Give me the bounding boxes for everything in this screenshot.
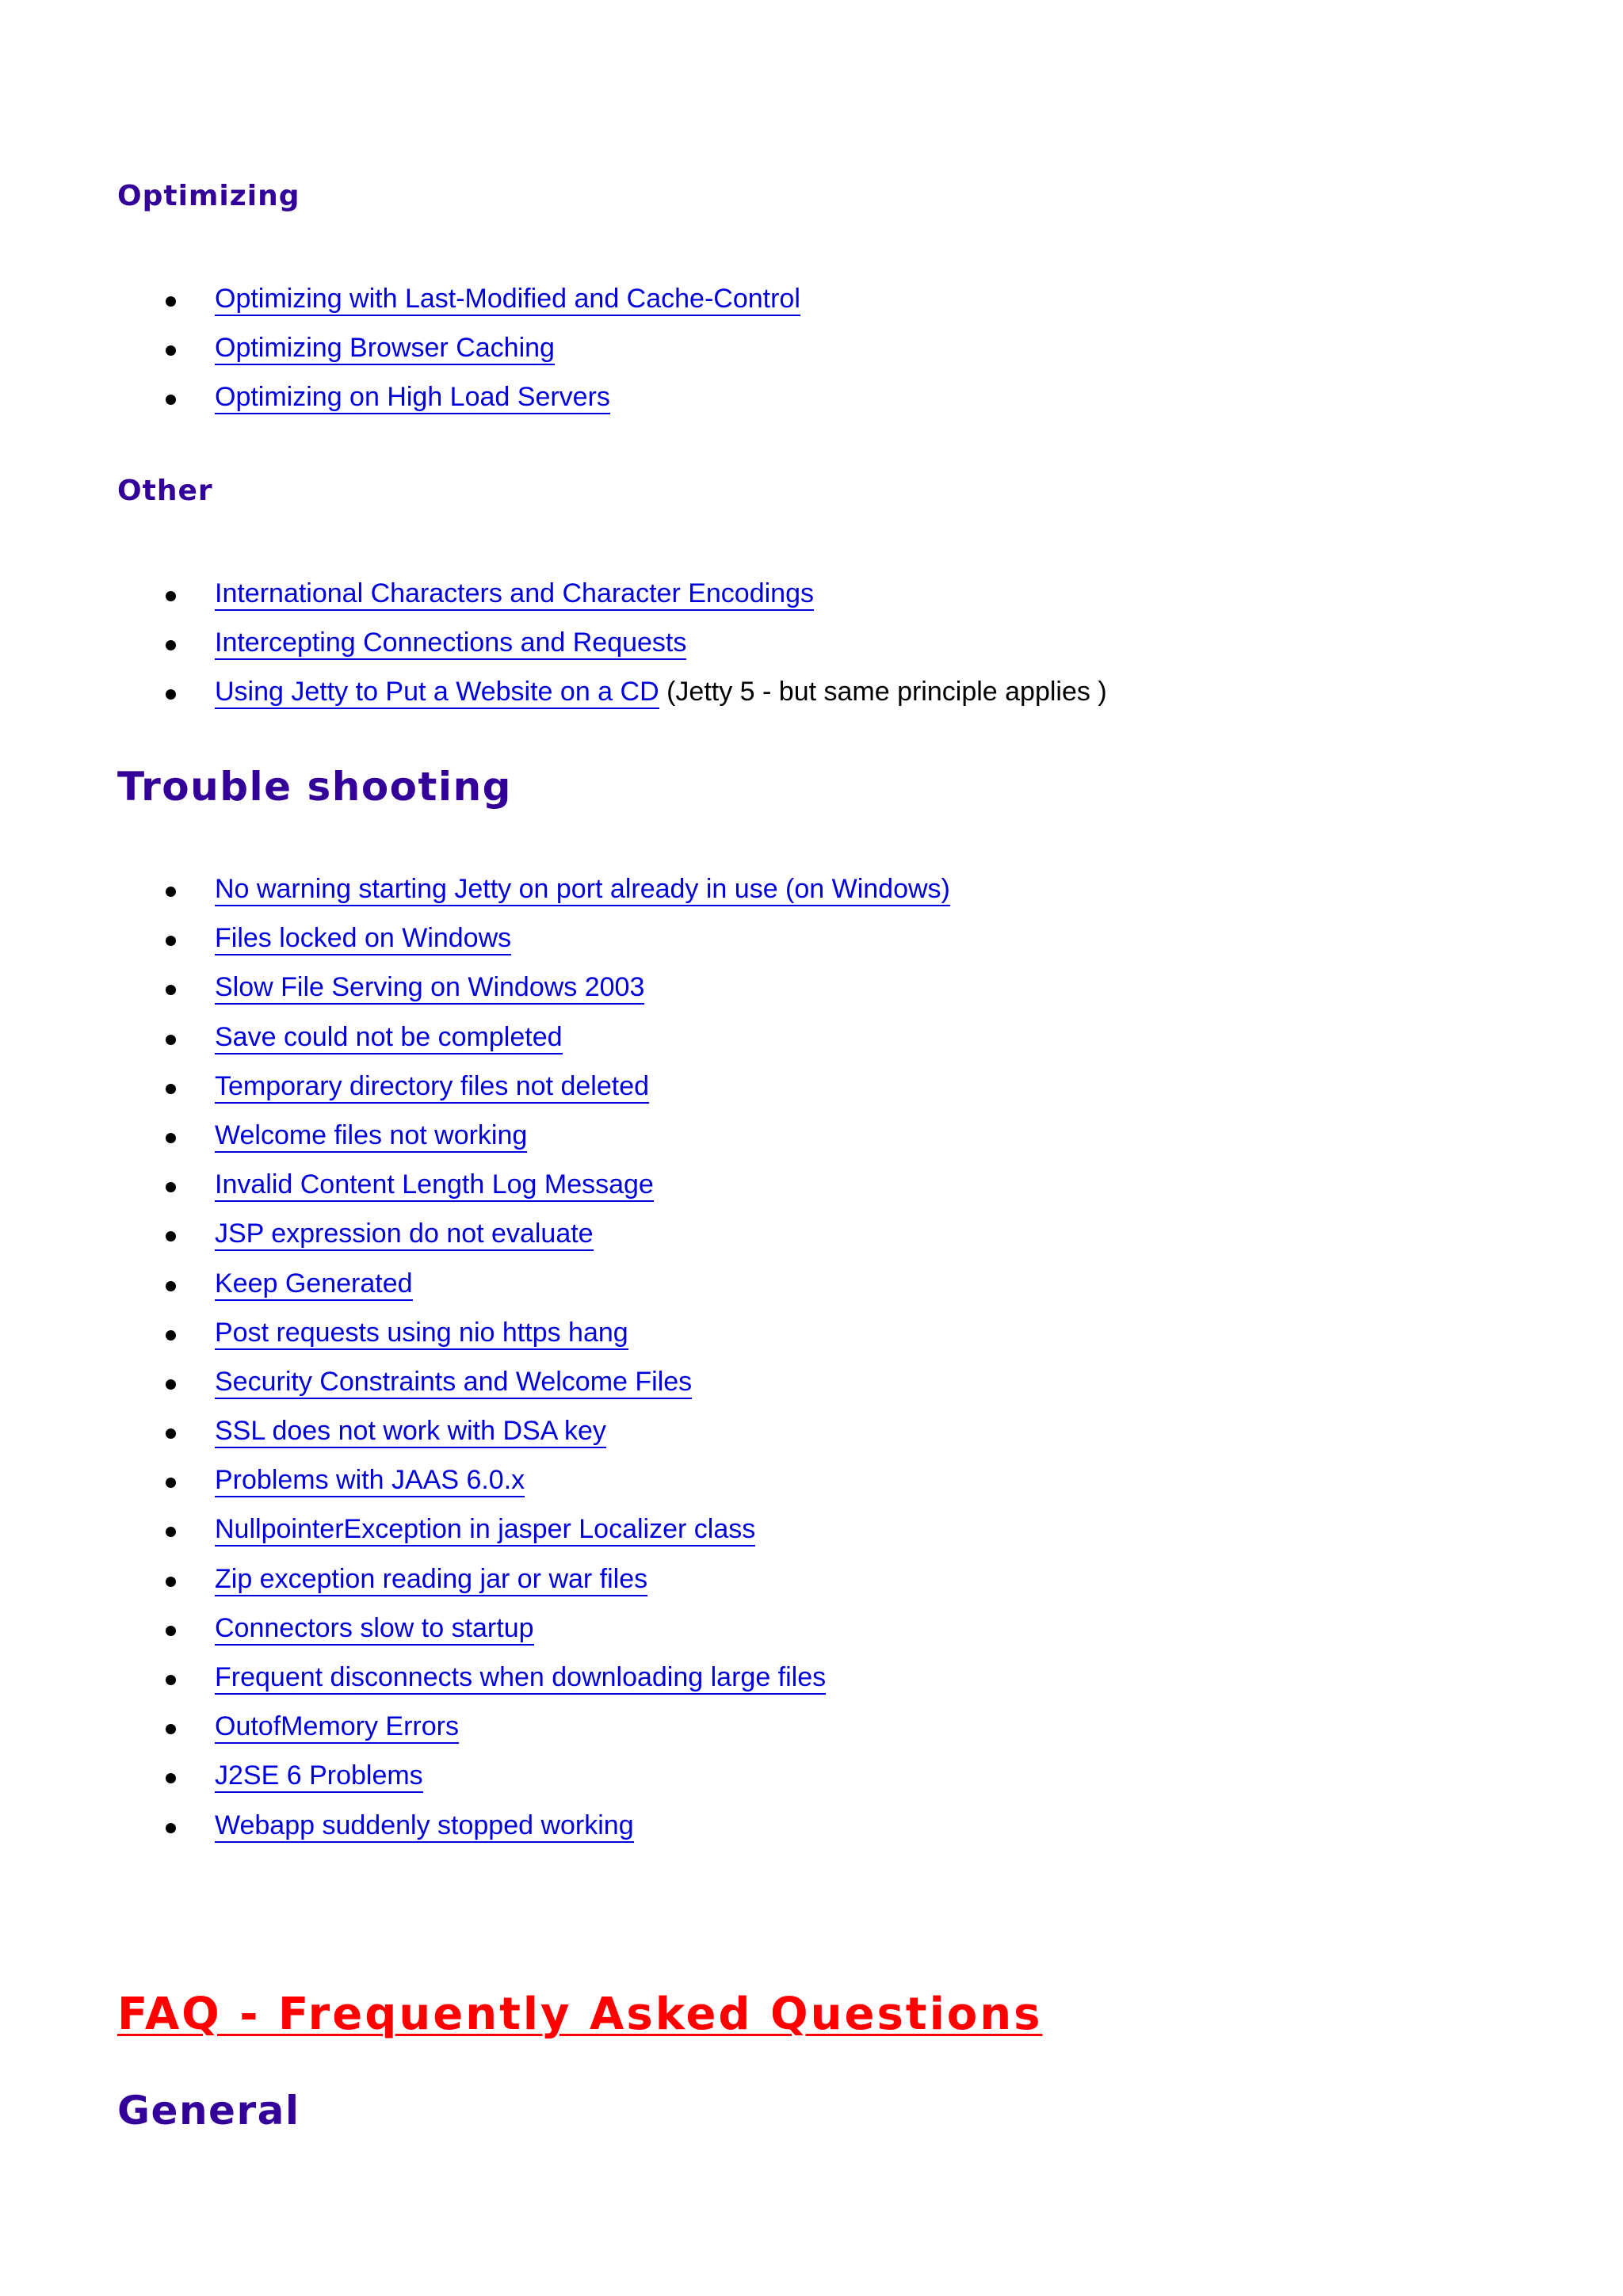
link-zip-exception[interactable]: Zip exception reading jar or war files bbox=[215, 1564, 647, 1596]
list-item bbox=[0, 1653, 1623, 1702]
bullet-icon bbox=[166, 887, 176, 897]
heading-general: General bbox=[117, 2088, 300, 2134]
bullet-icon bbox=[166, 1035, 176, 1045]
link-temp-files-not-deleted[interactable]: Temporary directory files not deleted bbox=[215, 1071, 649, 1104]
bullet-icon bbox=[166, 1773, 176, 1783]
link-post-requests-nio[interactable]: Post requests using nio https hang bbox=[215, 1318, 628, 1350]
link-optimizing-browser-caching[interactable]: Optimizing Browser Caching bbox=[215, 333, 555, 365]
list-item bbox=[0, 1259, 1623, 1308]
list-item bbox=[0, 323, 1623, 372]
heading-optimizing: Optimizing bbox=[117, 180, 300, 212]
link-j2se6-problems[interactable]: J2SE 6 Problems bbox=[215, 1760, 423, 1793]
link-keep-generated[interactable]: Keep Generated bbox=[215, 1268, 413, 1301]
list-item bbox=[0, 618, 1623, 667]
link-frequent-disconnects[interactable]: Frequent disconnects when downloading large files bbox=[215, 1662, 826, 1695]
list-item bbox=[0, 1111, 1623, 1160]
bullet-icon bbox=[166, 1281, 176, 1291]
link-welcome-files-not-working[interactable]: Welcome files not working bbox=[215, 1120, 527, 1153]
list-item bbox=[0, 864, 1623, 913]
bullet-icon bbox=[166, 296, 176, 307]
bullet-icon bbox=[166, 1379, 176, 1390]
list-item bbox=[0, 1013, 1623, 1062]
list-item bbox=[0, 667, 1623, 716]
list-item bbox=[0, 1209, 1623, 1258]
list-item bbox=[0, 1406, 1623, 1455]
list-item bbox=[0, 1801, 1623, 1850]
list-other bbox=[0, 569, 1623, 717]
list-item bbox=[0, 963, 1623, 1012]
cd-note: (Jetty 5 - but same principle applies ) bbox=[659, 677, 1107, 707]
link-slow-file-serving[interactable]: Slow File Serving on Windows 2003 bbox=[215, 972, 644, 1005]
bullet-icon bbox=[166, 1823, 176, 1833]
bullet-icon bbox=[166, 1577, 176, 1587]
bullet-icon bbox=[166, 395, 176, 405]
heading-trouble-shooting: Trouble shooting bbox=[117, 764, 512, 810]
bullet-icon bbox=[166, 936, 176, 946]
bullet-icon bbox=[166, 1428, 176, 1439]
link-optimizing-high-load[interactable]: Optimizing on High Load Servers bbox=[215, 382, 610, 414]
bullet-icon bbox=[166, 1231, 176, 1241]
bullet-icon bbox=[166, 345, 176, 356]
list-optimizing bbox=[0, 274, 1623, 422]
bullet-icon bbox=[166, 689, 176, 700]
link-optimizing-last-modified[interactable]: Optimizing with Last-Modified and Cache-Control bbox=[215, 284, 800, 316]
list-item bbox=[0, 372, 1623, 421]
bullet-icon bbox=[166, 640, 176, 650]
list-item bbox=[0, 1505, 1623, 1554]
heading-faq: FAQ - Frequently Asked Questions bbox=[117, 1989, 1043, 2040]
list-item bbox=[0, 1160, 1623, 1209]
link-save-not-completed[interactable]: Save could not be completed bbox=[215, 1022, 563, 1055]
list-trouble-shooting bbox=[0, 864, 1623, 1850]
link-website-on-cd[interactable]: Using Jetty to Put a Website on a CD bbox=[215, 677, 659, 709]
bullet-icon bbox=[166, 1626, 176, 1636]
link-security-constraints[interactable]: Security Constraints and Welcome Files bbox=[215, 1367, 692, 1399]
heading-other: Other bbox=[117, 475, 213, 507]
link-webapp-stopped[interactable]: Webapp suddenly stopped working bbox=[215, 1810, 634, 1843]
list-item bbox=[0, 274, 1623, 323]
bullet-icon bbox=[166, 1675, 176, 1685]
list-item bbox=[0, 1702, 1623, 1751]
list-item bbox=[0, 1455, 1623, 1505]
link-invalid-content-length[interactable]: Invalid Content Length Log Message bbox=[215, 1169, 654, 1202]
link-problems-jaas[interactable]: Problems with JAAS 6.0.x bbox=[215, 1465, 525, 1497]
list-item bbox=[0, 1357, 1623, 1406]
bullet-icon bbox=[166, 1084, 176, 1094]
link-ssl-dsa-key[interactable]: SSL does not work with DSA key bbox=[215, 1416, 606, 1448]
bullet-icon bbox=[166, 591, 176, 601]
link-jsp-expression[interactable]: JSP expression do not evaluate bbox=[215, 1219, 594, 1251]
link-no-warning-port-in-use[interactable]: No warning starting Jetty on port already in use (on Windows) bbox=[215, 874, 950, 906]
bullet-icon bbox=[166, 1330, 176, 1341]
bullet-icon bbox=[166, 1133, 176, 1143]
list-item bbox=[0, 1604, 1623, 1653]
bullet-icon bbox=[166, 1478, 176, 1488]
bullet-icon bbox=[166, 985, 176, 995]
link-international-characters[interactable]: International Characters and Character Encodings bbox=[215, 578, 814, 611]
list-item bbox=[0, 913, 1623, 963]
list-item bbox=[0, 1308, 1623, 1357]
bullet-icon bbox=[166, 1182, 176, 1192]
bullet-icon bbox=[166, 1724, 176, 1734]
list-item bbox=[0, 1062, 1623, 1111]
link-nullpointer-jasper[interactable]: NullpointerException in jasper Localizer class bbox=[215, 1514, 755, 1547]
bullet-icon bbox=[166, 1527, 176, 1537]
link-connectors-slow[interactable]: Connectors slow to startup bbox=[215, 1613, 534, 1646]
link-files-locked-windows[interactable]: Files locked on Windows bbox=[215, 923, 511, 955]
link-intercepting-connections[interactable]: Intercepting Connections and Requests bbox=[215, 627, 686, 660]
list-item bbox=[0, 1554, 1623, 1604]
list-item bbox=[0, 1751, 1623, 1800]
link-outofmemory-errors[interactable]: OutofMemory Errors bbox=[215, 1711, 459, 1744]
list-item bbox=[0, 569, 1623, 618]
